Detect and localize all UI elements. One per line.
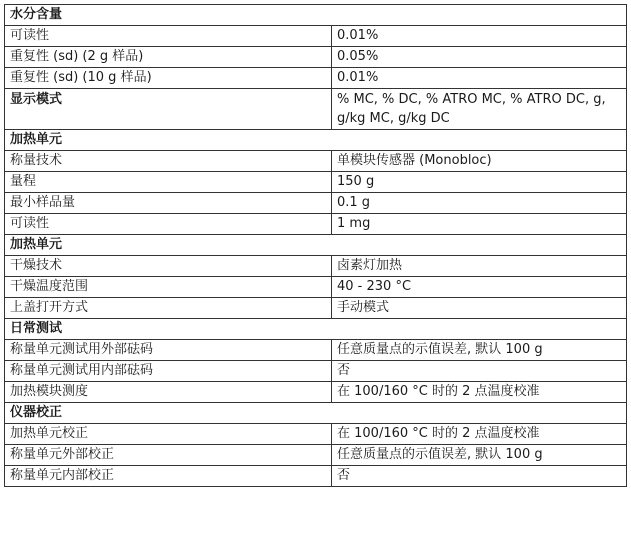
row-label: 称量单元测试用内部砝码 bbox=[5, 361, 332, 382]
row-label: 加热模块测度 bbox=[5, 382, 332, 403]
section-header-row bbox=[5, 130, 627, 151]
table-row bbox=[5, 361, 627, 382]
table-row bbox=[5, 256, 627, 277]
row-value: 单模块传感器 (Monobloc) bbox=[332, 151, 627, 172]
row-value: 0.01% bbox=[332, 26, 627, 47]
row-value: 1 mg bbox=[332, 214, 627, 235]
table-row bbox=[5, 172, 627, 193]
row-value: 在 100/160 °C 时的 2 点温度校准 bbox=[332, 424, 627, 445]
table-row bbox=[5, 151, 627, 172]
row-label: 干燥技术 bbox=[5, 256, 332, 277]
row-label: 称量技术 bbox=[5, 151, 332, 172]
row-label: 干燥温度范围 bbox=[5, 277, 332, 298]
row-label: 可读性 bbox=[5, 26, 332, 47]
table-row bbox=[5, 424, 627, 445]
row-value: 手动模式 bbox=[332, 298, 627, 319]
display-modes-value: % MC, % DC, % ATRO MC, % ATRO DC, g, g/kg MC, g/kg DC bbox=[332, 89, 627, 130]
row-label: 最小样品量 bbox=[5, 193, 332, 214]
row-value: 任意质量点的示值误差, 默认 100 g bbox=[332, 445, 627, 466]
table-row bbox=[5, 214, 627, 235]
table-row bbox=[5, 47, 627, 68]
row-value: 否 bbox=[332, 361, 627, 382]
row-value: 0.1 g bbox=[332, 193, 627, 214]
section-title: 加热单元 bbox=[5, 235, 627, 256]
table-row bbox=[5, 277, 627, 298]
table-row bbox=[5, 466, 627, 487]
table-row bbox=[5, 340, 627, 361]
section-header-row bbox=[5, 235, 627, 256]
specifications-table bbox=[4, 4, 627, 487]
row-value: 在 100/160 °C 时的 2 点温度校准 bbox=[332, 382, 627, 403]
row-value: 任意质量点的示值误差, 默认 100 g bbox=[332, 340, 627, 361]
row-label: 可读性 bbox=[5, 214, 332, 235]
row-value: 0.05% bbox=[332, 47, 627, 68]
row-value: 0.01% bbox=[332, 68, 627, 89]
specifications-table-body bbox=[5, 5, 627, 487]
row-label: 称量单元内部校正 bbox=[5, 466, 332, 487]
row-label: 上盖打开方式 bbox=[5, 298, 332, 319]
row-value: 40 - 230 °C bbox=[332, 277, 627, 298]
row-value: 150 g bbox=[332, 172, 627, 193]
table-row bbox=[5, 445, 627, 466]
section-title: 显示模式 bbox=[5, 89, 332, 130]
section-header-row bbox=[5, 319, 627, 340]
row-value: 卤素灯加热 bbox=[332, 256, 627, 277]
table-row bbox=[5, 382, 627, 403]
row-label: 称量单元测试用外部砝码 bbox=[5, 340, 332, 361]
row-label: 重复性 (sd) (10 g 样品) bbox=[5, 68, 332, 89]
row-value: 否 bbox=[332, 466, 627, 487]
row-label: 加热单元校正 bbox=[5, 424, 332, 445]
row-label: 重复性 (sd) (2 g 样品) bbox=[5, 47, 332, 68]
section-header-row bbox=[5, 5, 627, 26]
table-row bbox=[5, 68, 627, 89]
table-row bbox=[5, 26, 627, 47]
section-title: 水分含量 bbox=[5, 5, 627, 26]
row-label: 量程 bbox=[5, 172, 332, 193]
row-label: 称量单元外部校正 bbox=[5, 445, 332, 466]
section-header-row bbox=[5, 403, 627, 424]
table-row bbox=[5, 193, 627, 214]
section-title: 加热单元 bbox=[5, 130, 627, 151]
section-title: 仪器校正 bbox=[5, 403, 627, 424]
section-title: 日常测试 bbox=[5, 319, 627, 340]
section-header-row bbox=[5, 89, 627, 130]
table-row bbox=[5, 298, 627, 319]
